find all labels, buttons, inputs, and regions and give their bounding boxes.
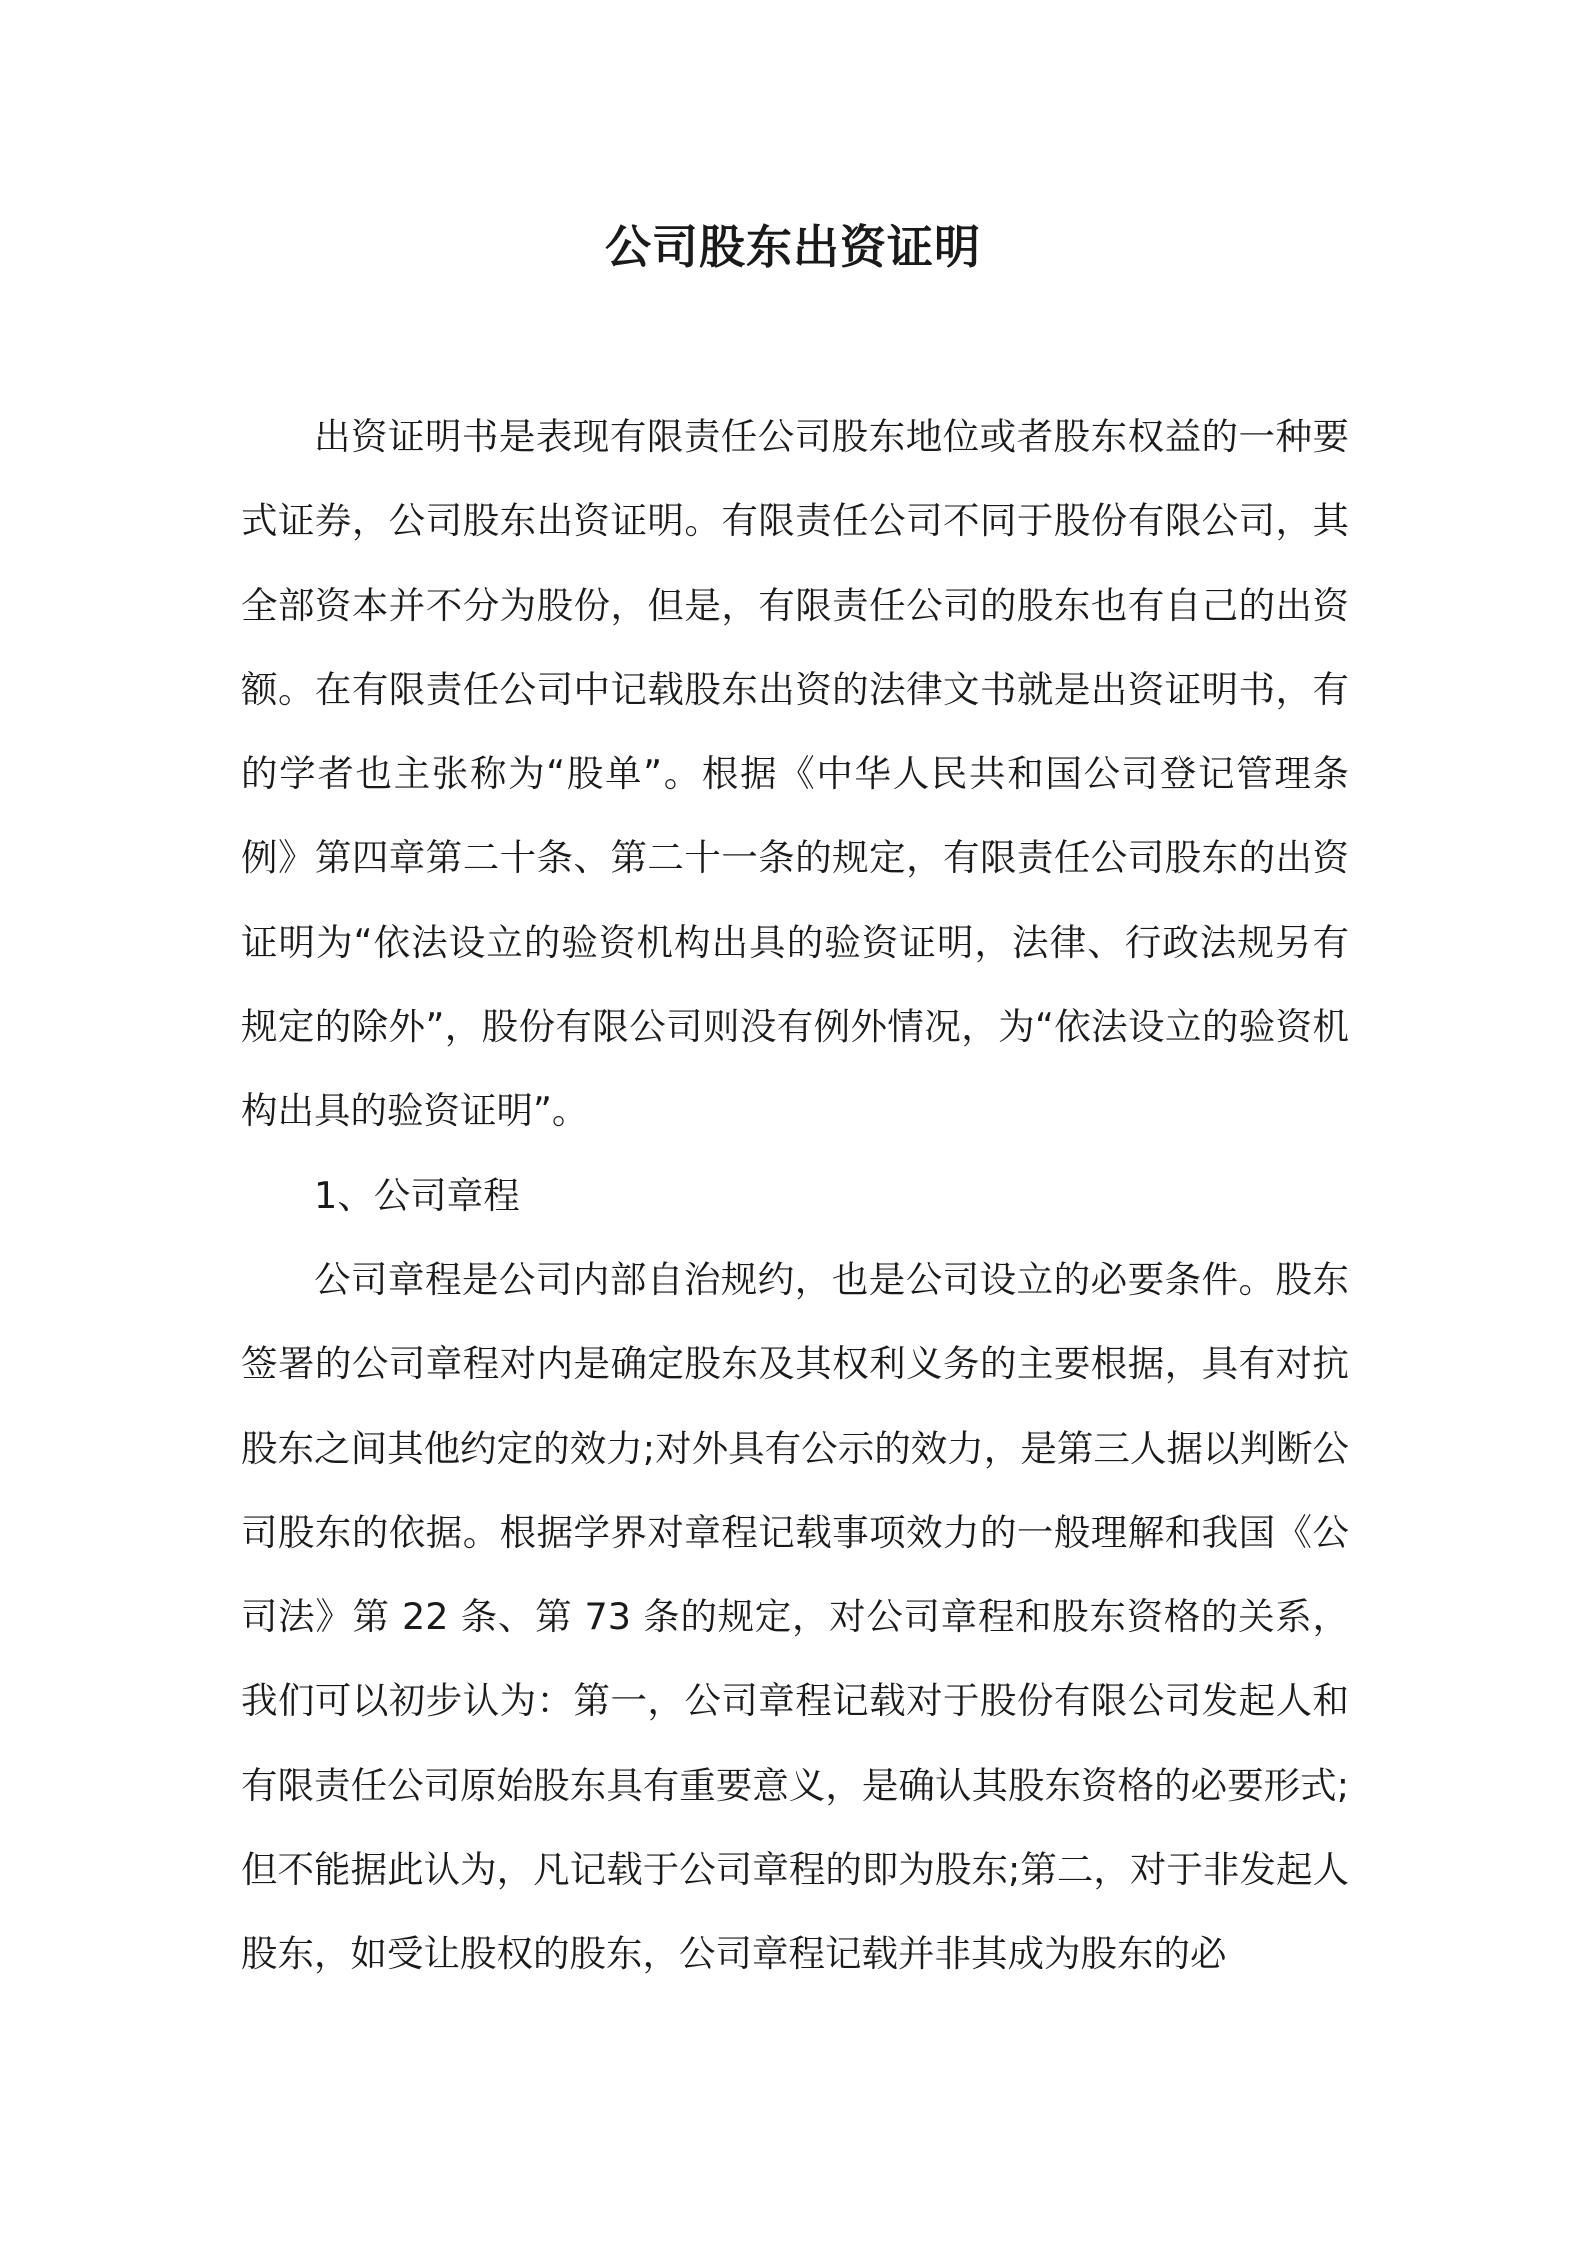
section-heading-articles: 1、公司章程 [314, 1173, 520, 1217]
paragraph-intro: 出资证明书是表现有限责任公司股东地位或者股东权益的一种要式证券，公司股东出资证明。有限责任公司不同于股份有限公司，其全部资本并不分为股份，但是，有限责任公司的股东也有自己的出资额。在有限责任公司中记载股东出资的法律文书就是出资证明书，有的学者也主张称为“股单”。根据《中华人民共和国公司登记管理条例》第四章第二十条、第二十一条的规定，有限责任公司股东的出资证明为“依法设立的验资机构出具的验资证明，法律、行政法规另有规定的除外”，股份有限公司则没有例外情况，为“依法设立的验资机构出具的验资证明”。 [241, 415, 1349, 1133]
document-title: 公司股东出资证明 [605, 220, 981, 274]
paragraph-articles: 公司章程是公司内部自治规约，也是公司设立的必要条件。股东签署的公司章程对内是确定股东及其权利义务的主要根据，具有对抗股东之间其他约定的效力;对外具有公示的效力，是第三人据以判断公司股东的依据。根据学界对章程记载事项效力的一般理解和我国《公司法》第 22 条、第 73 条的规定，对公司章程和股东资格的关系，我们可以初步认为：第一，公司章程记载对于股份有限公司发起人和有限责任公司原始股东具有重要意义，是确认其股东资格的必要形式;但不能据此认为，凡记载于公司章程的即为股东;第二，对于非发起人股东，如受让股权的股东，公司章程记载并非其成为股东的必 [241, 1257, 1349, 1976]
document-body [241, 395, 1349, 1997]
